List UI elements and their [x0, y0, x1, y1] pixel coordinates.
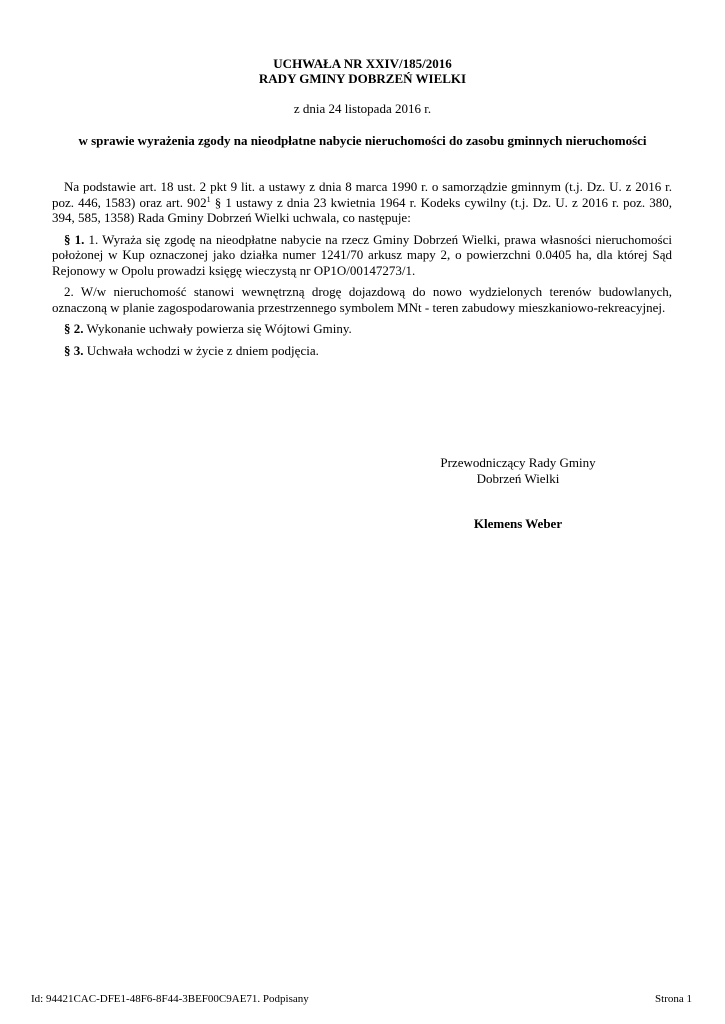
preamble-text-1: Na podstawie art. 18 ust. 2 pkt 9 lit. a ustawy z dnia 8 marca 1990 r. o samorządzie gminnym (t.j. Dz. U. z 2016 r. poz. 446, 1583) oraz art. 902 — [52, 179, 672, 210]
section-1-label: § 1. — [64, 231, 85, 247]
council-name: RADY GMINY DOBRZEŃ WIELKI — [258, 71, 467, 86]
signature-title: Przewodniczący Rady Gminy — [440, 455, 596, 470]
resolution-body — [52, 179, 672, 364]
section-3-text: Uchwała wchodzi w życie z dniem podjęcia. — [83, 342, 319, 358]
resolution-subject: w sprawie wyrażenia zgody na nieodpłatne nabycie nieruchomości do zasobu gminnych nieruchomości — [78, 133, 647, 148]
signature-block — [408, 455, 628, 486]
signature-municipality: Dobrzeń Wielki — [476, 470, 560, 486]
section-2-paragraph — [52, 321, 672, 337]
preamble-text-2: § 1 ustawy z dnia 23 kwietnia 1964 r. Kodeks cywilny (t.j. Dz. U. z 2016 r. poz. 380, 394, 585, 1358) Rada Gminy Dobrzeń Wielki uchwala, co następuje: — [52, 194, 672, 225]
resolution-date: z dnia 24 listopada 2016 r. — [293, 101, 432, 116]
preamble-superscript: 1 — [206, 194, 211, 204]
section-3-label: § 3. — [64, 342, 84, 358]
section-1-paragraph — [52, 232, 672, 279]
section-2-text: Wykonanie uchwały powierza się Wójtowi Gminy. — [83, 321, 352, 336]
section-3-paragraph — [52, 343, 672, 359]
section-2-label: § 2. — [64, 321, 84, 336]
section-1-text: 1. Wyraża się zgodę na nieodpłatne nabycie na rzecz Gminy Dobrzeń Wielki, prawa własności nieruchomości położonej w Kup oznaczonej jako działka numer 1241/70 arkusz mapy 2, o powierzchni 0.0405 ha, dla której Sąd Rejonowy w Opolu prowadzi księgę wieczystą nr OP1O/00147273/1. — [52, 231, 673, 278]
preamble-paragraph — [52, 179, 672, 226]
page-number-footer: Strona 1 — [655, 993, 692, 1005]
signer-name: Klemens Weber — [473, 516, 563, 531]
document-id-footer: Id: 94421CAC-DFE1-48F6-8F44-3BEF00C9AE71. Podpisany — [31, 993, 309, 1005]
resolution-number: UCHWAŁA NR XXIV/185/2016 — [273, 56, 452, 71]
resolution-title — [0, 56, 725, 86]
section-1-point-2: 2. W/w nieruchomość stanowi wewnętrzną drogę dojazdową do nowo wydzielonych terenów budowlanych, oznaczoną w planie zagospodarowania przestrzennego symbolem MNt - teren zabudowy mieszkaniowo-rekreacyjnej. — [52, 284, 672, 315]
